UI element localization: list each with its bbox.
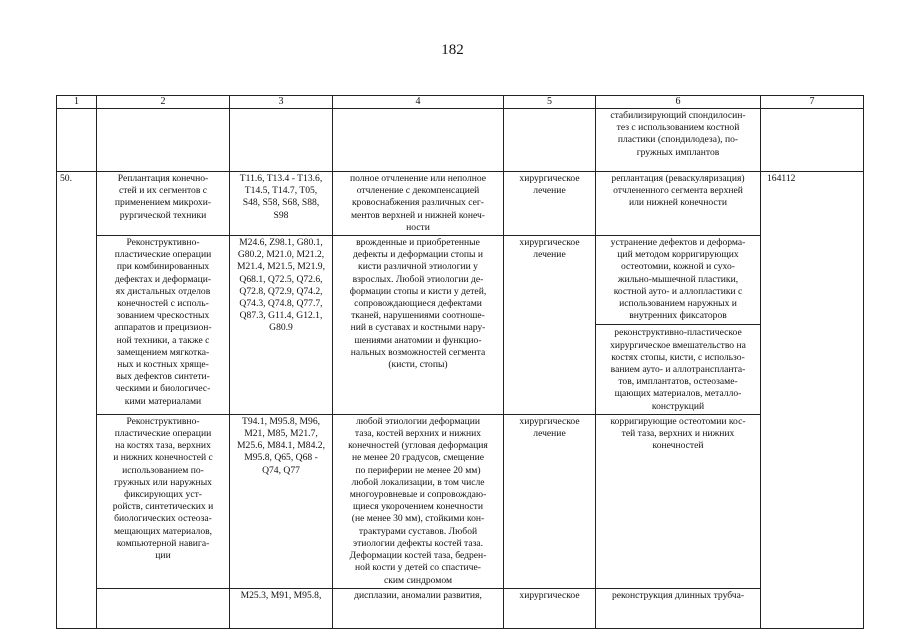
text-line: пластики (спондилодеза), по- — [617, 134, 739, 146]
text-line: корригирующие остеотомии кос- — [610, 415, 746, 427]
text-line: M24.6, Z98.1, G80.1, — [239, 237, 323, 249]
text-line: S98 — [273, 209, 289, 221]
text-line: M21.4, M21.5, M21.9, — [237, 261, 325, 273]
text-line: Реконструктивно- — [126, 237, 200, 249]
text-line: G80.2, M21.0, M21.2, — [237, 249, 325, 261]
text-line: Q87.3, G11.4, G12.1, — [239, 310, 323, 322]
text-line: ментов верхней и нижней конеч- — [350, 209, 485, 221]
text-line: ях дистальных отделов — [115, 285, 211, 297]
cell-treatment-type — [504, 414, 596, 588]
text-line: Реплантация конечно- — [117, 173, 209, 184]
cell-treatment-type — [504, 236, 596, 415]
text-line: хирургическое — [519, 415, 580, 427]
text-line: конечностей (угловая деформация — [348, 440, 488, 452]
text-line: взрослых. Любой этиологии де- — [352, 273, 484, 285]
text-line: ных и костных хряще- — [117, 359, 209, 371]
text-line: Q72.8, Q72.9, Q74.2, — [239, 285, 323, 297]
cell-empty — [761, 109, 864, 172]
text-line: отчлененного сегмента верхней — [613, 185, 743, 197]
text-line: Q68.1, Q72.5, Q72.6, — [239, 273, 323, 285]
text-line: Q74, Q77 — [262, 464, 300, 476]
text-line: хирургическое вмешательство на — [610, 339, 746, 351]
text-line: реплантация (реваскуляризация) — [611, 173, 745, 184]
cell-patient-model — [333, 414, 504, 588]
header-cell: 6 — [596, 96, 761, 109]
text-line: T94.1, M95.8, M96, — [241, 415, 321, 427]
text-line: стей и их сегментов с — [118, 185, 208, 197]
cell-treatment-type — [504, 172, 596, 236]
text-line: врожденные и приобретенные — [356, 237, 480, 249]
text-line: ским синдромом — [383, 574, 453, 586]
text-line: остеотомии, кожной и сухо- — [621, 261, 735, 273]
cell-method — [596, 109, 761, 172]
row-50-replantation — [57, 172, 864, 236]
text-line: полное отчленение или неполное — [349, 173, 487, 184]
continuation-row — [57, 109, 864, 172]
cell-icd-codes — [230, 236, 333, 415]
text-line: ной кости у детей со спастиче- — [355, 562, 481, 574]
row-number: 50. — [57, 172, 97, 629]
header-row — [57, 96, 864, 109]
text-line: T14.5, T14.7, T05, — [244, 185, 318, 197]
text-line: нальных возможностей сегмента — [350, 346, 486, 358]
text-line: мещающих материалов, — [113, 525, 213, 537]
text-line: стабилизирующий спондилосин- — [610, 110, 746, 121]
text-line: тез с использованием костной — [616, 122, 740, 134]
header-cell: 2 — [97, 96, 230, 109]
text-line: дефектах и деформаци- — [114, 273, 212, 285]
text-line: ванием ауто- и аллотранспланта- — [610, 364, 746, 376]
cell-icd-codes: M25.3, M91, M95.8, — [230, 588, 333, 628]
text-line: хирургическое — [519, 173, 580, 184]
text-line: применением микрохи- — [114, 197, 212, 209]
header-cell: 7 — [761, 96, 864, 109]
text-line: зованием чрескостных — [116, 310, 210, 322]
cell-method — [596, 414, 761, 588]
text-line: кими материалами — [124, 395, 202, 407]
text-line: дефекты и деформации стопы и — [352, 249, 484, 261]
page-number: 182 — [441, 42, 464, 58]
treatment-table — [56, 95, 864, 629]
text-line: лечение — [533, 185, 566, 197]
text-line: M95.8, Q65, Q68 - — [244, 452, 318, 464]
cell-method: реконструкция длинных трубча- — [596, 588, 761, 628]
text-line: Q74.3, Q74.8, Q77.7, — [239, 298, 323, 310]
text-line: кисти различной этиологии у — [358, 261, 478, 273]
text-line: трактурами суставов. Любой — [358, 525, 478, 537]
text-line: этиологии дефекты костей таза. — [352, 537, 484, 549]
row-50-reconstructive-pelvis — [57, 414, 864, 588]
cell-treatment-type: хирургическое — [504, 588, 596, 628]
text-line: по периферии не менее 20 мм) — [355, 464, 481, 476]
text-line: M25.6, M84.1, M84.2, — [237, 440, 325, 452]
text-line: ности — [406, 221, 430, 233]
cell-procedure — [97, 414, 230, 588]
text-line: фиксирующих уст- — [124, 489, 202, 501]
header-cell: 1 — [57, 96, 97, 109]
header-cell: 5 — [504, 96, 596, 109]
header-cell: 4 — [333, 96, 504, 109]
text-line: (не менее 30 мм), стойкими кон- — [351, 513, 485, 525]
cell-cost: 164112 — [761, 172, 864, 629]
text-line: лечение — [533, 428, 566, 440]
text-line: ной техники, а также с — [116, 334, 210, 346]
text-line: T11.6, T13.4 - T13.6, — [239, 173, 323, 184]
text-line: гружных или наружных — [114, 476, 212, 488]
text-line: щающих материалов, металло- — [614, 388, 742, 400]
cell-empty — [97, 109, 230, 172]
text-line: конечностей — [652, 440, 704, 452]
text-line: конструкций — [651, 400, 705, 412]
text-line: аппаратов и прецизион- — [114, 322, 212, 334]
text-line: формации стопы и кисти у детей, — [349, 285, 487, 297]
text-line: реконструктивно-пластическое — [614, 327, 742, 339]
text-line: ческими и биологичес- — [115, 383, 211, 395]
cell-patient-model: дисплазии, аномалии развития, — [333, 588, 504, 628]
text-line: ний в суставах и костными нару- — [350, 322, 486, 334]
text-line: биологических остеоза- — [114, 513, 212, 525]
text-line: использованием по- — [122, 464, 204, 476]
text-line: отчленение с декомпенсацией — [356, 185, 480, 197]
text-line: устранение дефектов и деформа- — [610, 237, 746, 249]
text-line: или нижней конечности — [629, 197, 727, 209]
text-line: тов, имплантатов, остеозаме- — [618, 376, 738, 388]
text-line: тканей, нарушениями соотноше- — [351, 310, 485, 322]
text-line: рургической техники — [119, 209, 207, 221]
text-line: ройств, синтетических и — [112, 501, 214, 513]
text-line: замещением мягкотка- — [116, 346, 210, 358]
text-line: Реконструктивно- — [126, 415, 200, 427]
method-b — [596, 324, 760, 412]
text-line: G80.9 — [269, 322, 293, 334]
text-line: многоуровневые и сопровождаю- — [349, 489, 487, 501]
text-line: ции — [155, 550, 171, 562]
text-line: костях стопы, кисти, с использо- — [611, 351, 745, 363]
text-line: при комбинированных — [116, 261, 210, 273]
text-line: внутренних фиксаторов — [629, 310, 727, 322]
text-line: щиеся укорочением конечности — [353, 501, 483, 513]
text-line: любой локализации, в том числе — [351, 476, 485, 488]
text-line: (кисти, стопы) — [388, 359, 448, 371]
text-line: тей таза, верхних и нижних — [621, 428, 735, 440]
cell-icd-codes — [230, 172, 333, 236]
cell-procedure — [97, 172, 230, 236]
text-line: таза, костей верхних и нижних — [354, 428, 482, 440]
text-line: ций методом корригирующих — [617, 249, 739, 261]
header-cell: 3 — [230, 96, 333, 109]
text-line: лечение — [533, 249, 566, 261]
text-line: костной ауто- и аллопластики с — [613, 285, 743, 297]
row-50-reconstructive-distal — [57, 236, 864, 415]
text-line: хирургическое — [519, 237, 580, 249]
cell-method — [596, 236, 761, 415]
text-line: любой этиологии деформации — [355, 415, 481, 427]
text-line: пластические операции — [114, 428, 212, 440]
text-line: компьютерной навига- — [116, 537, 210, 549]
text-line: и нижних конечностей с — [113, 452, 213, 464]
text-line: шениями анатомии и функцио- — [354, 334, 482, 346]
cell-empty — [504, 109, 596, 172]
cell-procedure — [97, 588, 230, 628]
cell-method — [596, 172, 761, 236]
text-line: на костях таза, верхних — [115, 440, 211, 452]
cell-patient-model — [333, 172, 504, 236]
text-line: жильно-мышечной пластики, — [617, 273, 739, 285]
cell-empty — [57, 109, 97, 172]
text-line: пластические операции — [114, 249, 212, 261]
text-line: не менее 20 градусов, смещение — [352, 452, 484, 464]
method-a — [599, 237, 757, 322]
text-line: использованием наружных и — [619, 298, 737, 310]
text-line: вых дефектов синтети- — [116, 371, 210, 383]
text-line: S48, S58, S68, S88, — [242, 197, 320, 209]
text-line: гружных имплантов — [636, 146, 720, 158]
row-50-partial — [57, 588, 864, 628]
cell-icd-codes — [230, 414, 333, 588]
text-line: сопровождающиеся дефектами — [354, 298, 482, 310]
cell-procedure — [97, 236, 230, 415]
text-line: кровоснабжения различных сег- — [351, 197, 485, 209]
text-line: M21, M85, M21.7, — [244, 428, 318, 440]
cell-empty — [333, 109, 504, 172]
cell-empty — [230, 109, 333, 172]
cell-patient-model — [333, 236, 504, 415]
text-line: конечностей с исполь- — [117, 298, 209, 310]
text-line: Деформации костей таза, бедрен- — [349, 550, 487, 562]
